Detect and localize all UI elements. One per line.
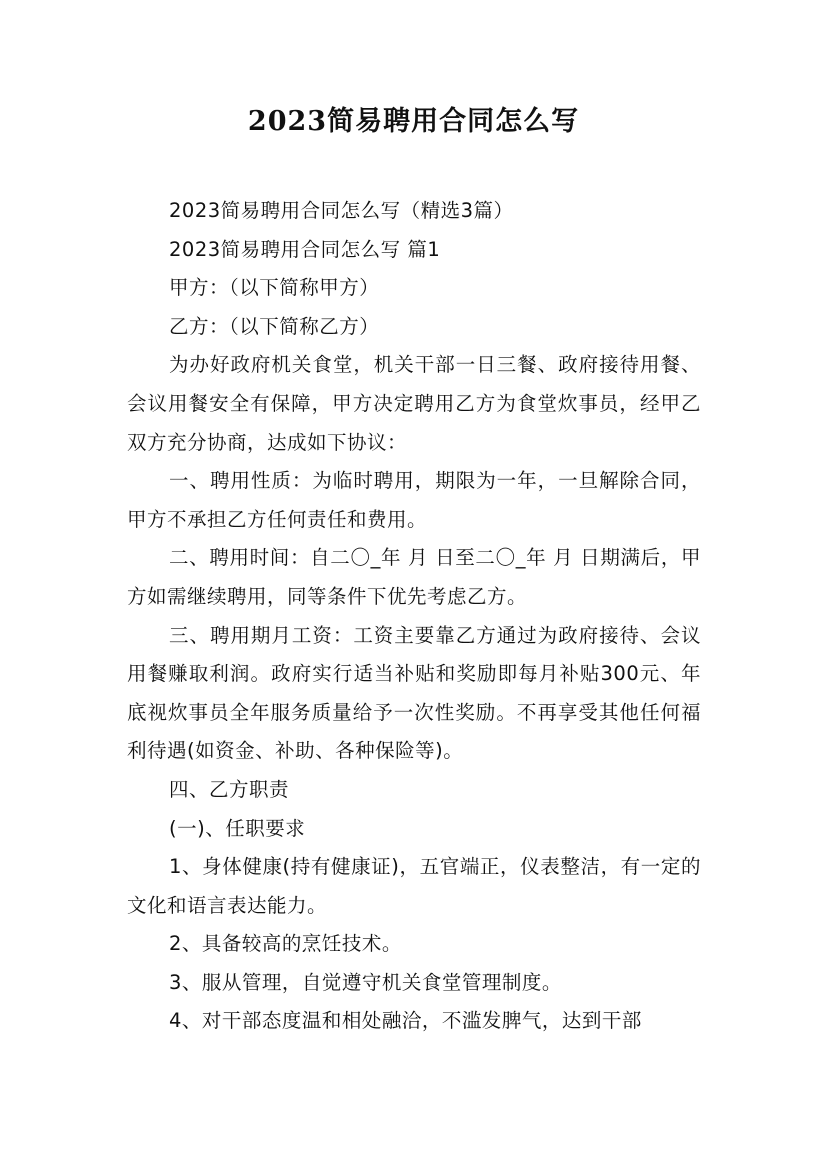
paragraph-subsection-1: (一)、任职要求 [169, 816, 306, 840]
paragraph-preamble: 为办好政府机关食堂，机关干部一日三餐、政府接待用餐、会议用餐安全有保障，甲方决定聘用乙方为食堂炊事员，经甲乙双方充分协商，达成如下协议： [127, 353, 701, 454]
document-title: 2023简易聘用合同怎么写 [247, 106, 580, 137]
paragraph-requirement-1: 1、身体健康(持有健康证)，五官端正，仪表整洁，有一定的文化和语言表达能力。 [127, 855, 701, 917]
paragraph-requirement-3: 3、服从管理，自觉遵守机关食堂管理制度。 [169, 970, 562, 994]
paragraph-requirement-4: 4、对干部态度温和相处融洽，不滥发脾气，达到干部 [169, 1009, 642, 1033]
paragraph-section-heading: 2023简易聘用合同怎么写 篇1 [169, 237, 441, 261]
document-body [127, 192, 701, 1041]
paragraph-clause-1: 一、聘用性质：为临时聘用，期限为一年，一旦解除合同，甲方不承担乙方任何责任和费用。 [127, 469, 701, 531]
paragraph-requirement-2: 2、具备较高的烹饪技术。 [169, 932, 402, 956]
paragraph-intro-heading: 2023简易聘用合同怎么写（精选3篇） [169, 199, 514, 222]
paragraph-clause-4: 四、乙方职责 [169, 777, 290, 801]
paragraph-clause-2: 二、聘用时间：自二〇_年 月 日至二〇_年 月 日期满后，甲方如需继续聘用，同等条件下优先考虑乙方。 [127, 546, 701, 608]
paragraph-clause-3: 三、聘用期月工资：工资主要靠乙方通过为政府接待、会议用餐赚取利润。政府实行适当补贴和奖励即每月补贴300元、年底视炊事员全年服务质量给予一次性奖励。不再享受其他任何福利待遇(如资金、补助、各种保险等)。 [127, 623, 701, 763]
paragraph-party-b: 乙方：（以下简称乙方） [169, 314, 380, 338]
paragraph-party-a: 甲方：（以下简称甲方） [169, 276, 380, 300]
